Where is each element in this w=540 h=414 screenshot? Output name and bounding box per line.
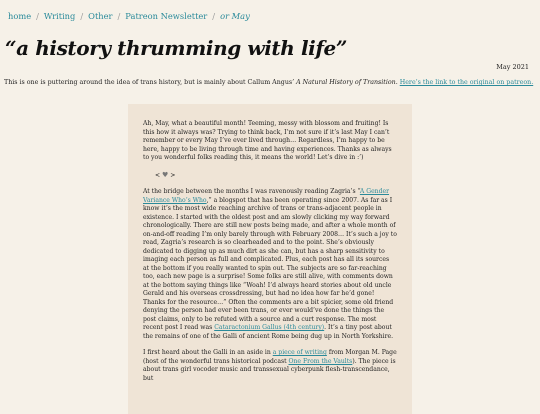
breadcrumb-separator: /	[80, 11, 84, 21]
breadcrumb-current-link[interactable]: or May	[220, 11, 250, 21]
letter-paragraph-3	[143, 349, 397, 383]
paragraph-text: ). The piece is about trans girl vocoder music and transsexual cyberpunk flesh-transcendance, but	[143, 357, 396, 382]
cataractonium-gallus-link[interactable]: Cataractonium Gallus (4th century)	[214, 324, 325, 331]
breadcrumb-separator: /	[117, 11, 121, 21]
heart-icon: ♥	[162, 170, 169, 179]
letter-body	[143, 120, 397, 391]
breadcrumb-writing-link[interactable]: Writing	[43, 11, 76, 21]
page-title: “a history thrumming with life”	[5, 36, 347, 60]
breadcrumb-separator: /	[212, 11, 216, 21]
breadcrumb-home-link[interactable]: home	[8, 11, 32, 21]
book-title: A Natural History of Transition	[296, 79, 396, 86]
breadcrumb-separator: /	[36, 11, 39, 21]
divider-left: <	[155, 171, 161, 179]
piece-of-writing-link[interactable]: a piece of writing	[272, 349, 327, 356]
paragraph-text: . It’s a tiny post about the remains of one of the Galli of ancient Rome being dug up in North Yorkshire.	[143, 324, 394, 340]
paragraph-text: ,” a blogspot that has been operating since 2007. As far as I know it’s the most wide reaching archive of trans or trans-adjacent people in existence. I started with the oldest post and am slowly clicking my way forward chronologically. There are still new posts being made, and after a whole month of on-and-off reading I’m only barely through with February 2008… It’s such a joy to read, Zagria’s research is so clearheaded and to the point. She’s obviously dedicated to digging up as much dirt as she can, but has a sharp sensitivity to imaging each person as full and complicated. Plus, each post has all its sources at the bottom if you really wanted to spin out. The subjects are so far-reaching too, each new page is a surprise! Some folks are still alive, with comments down at the bottom saying things like “Woah! I’d always heard stories about old uncle Gerald and his overseas crossdressing, but had no idea how far he’d gone! Thanks for the resource…” Often the comments are a bit spicier, some old friend denying the person had ever been trans, or ever would’ve done the things the post claims, only to be refuted with a source and a curt response. The most recent post I read was	[143, 196, 397, 331]
section-divider	[155, 171, 397, 181]
paragraph-text: from Morgan M. Page (host of the wonderful trans historical podcast	[143, 349, 397, 365]
intro-text: This is one is puttering around the idea of trans history, but is mainly about Callum Angus’	[4, 79, 297, 86]
intro-text-after: .	[395, 79, 400, 86]
gender-variance-whos-who-link[interactable]: A Gender Variance Who’s Who	[143, 188, 390, 204]
divider-right: >	[170, 171, 176, 179]
patreon-original-link[interactable]: Here’s the link to the original on patreon.	[399, 79, 534, 86]
letter-card	[128, 104, 412, 414]
breadcrumb-newsletter-link[interactable]: Patreon Newsletter	[125, 11, 208, 21]
paragraph-text: At the bridge between the months I was ravenously reading Zagria’s “	[143, 188, 360, 195]
paragraph-text: I first heard about the Galli in an aside in	[143, 349, 273, 356]
intro-paragraph	[4, 79, 536, 86]
one-from-the-vaults-link[interactable]: One From the Vaults	[288, 357, 353, 365]
breadcrumb-other-link[interactable]: Other	[88, 11, 113, 21]
letter-paragraph-1: Ah, May, what a beautiful month! Teeming, messy with blossom and fruiting! Is this how it always was? Trying to think back, I’m not sure if it’s last May I can’t remember or every May I’ve ever lived through… Regardless, I’m happy to be here, happy to be living through time and having experiences. Thanks as always to you wonderful folks reading this, it means the world! Let’s dive in :’)	[143, 120, 392, 161]
publish-date: May 2021	[496, 63, 529, 71]
breadcrumb	[8, 11, 250, 21]
letter-paragraph-2	[143, 188, 397, 341]
